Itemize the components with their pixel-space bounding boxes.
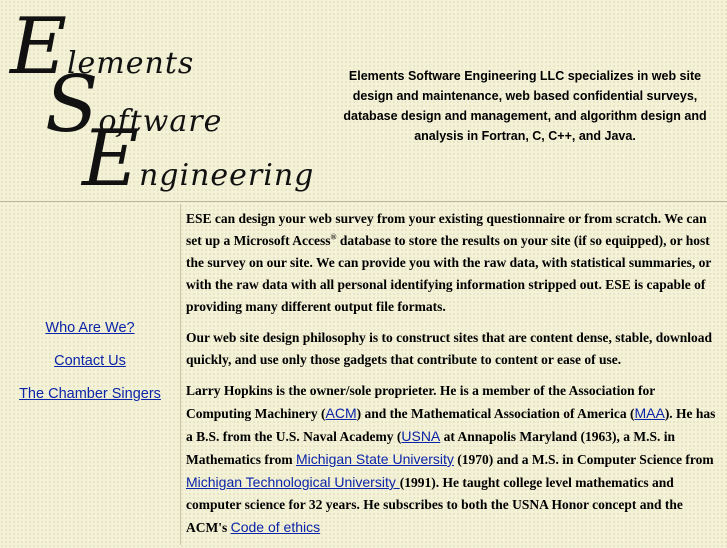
acm-link[interactable]: ACM xyxy=(325,405,357,421)
usna-link[interactable]: USNA xyxy=(401,428,441,444)
philosophy-paragraph: Our web site design philosophy is to construct sites that are content dense, stable, download quickly, and use only those gadgets that contribute to content or ease of use. xyxy=(186,330,713,367)
survey-paragraph: ESE can design your web survey from your existing questionnaire or from scratch. We can set up a Microsoft Access® database to store the results on your site (if so equipped), or host the survey on our site. We can provide you with the raw data, with statistical summaries, or with the raw data with all personal identifying information stripped out. ESE is capable of providing many different output file formats. xyxy=(186,211,712,314)
logo-line-elements: Elements xyxy=(10,2,195,92)
column-divider xyxy=(180,204,181,545)
code-of-ethics-link[interactable]: Code of ethics xyxy=(230,519,321,535)
side-nav xyxy=(0,320,180,419)
mtu-link[interactable]: Michigan Technological University xyxy=(186,474,400,490)
nav-link-who-are-we[interactable]: Who Are We? xyxy=(45,320,135,336)
logo-line-software: Software xyxy=(45,60,223,150)
owner-paragraph: Larry Hopkins is the owner/sole proprieter. He is a member of the Association for Computing Machinery (ACM) and the Mathematical Association of America (MAA). He has a B.S. from the U.S. Naval Academy (USNA at Annapolis Maryland (1963), a M.S. in Mathematics from Michigan State University (1970) and a M.S. in Computer Science from Michigan Technological University (1991). He taught college level mathematics and computer science for 32 years. He subscribes to both the USNA Honor concept and the ACM's Code of ethics xyxy=(186,383,716,535)
header-divider xyxy=(0,201,727,202)
logo-line-engineering: Engineering xyxy=(82,114,315,204)
company-logo xyxy=(10,2,330,204)
intro-text: Elements Software Engineering LLC specializes in web site design and maintenance, web based confidential surveys, database design and management, and algorithm design and analysis in Fortran, C, C++, and Java. xyxy=(343,69,707,143)
registered-mark: ® xyxy=(330,232,337,242)
main-content xyxy=(186,208,721,548)
nav-link-chamber-singers[interactable]: The Chamber Singers xyxy=(19,386,161,402)
nav-link-contact-us[interactable]: Contact Us xyxy=(54,353,126,369)
maa-link[interactable]: MAA xyxy=(634,405,665,421)
msu-link[interactable]: Michigan State University xyxy=(295,451,454,467)
